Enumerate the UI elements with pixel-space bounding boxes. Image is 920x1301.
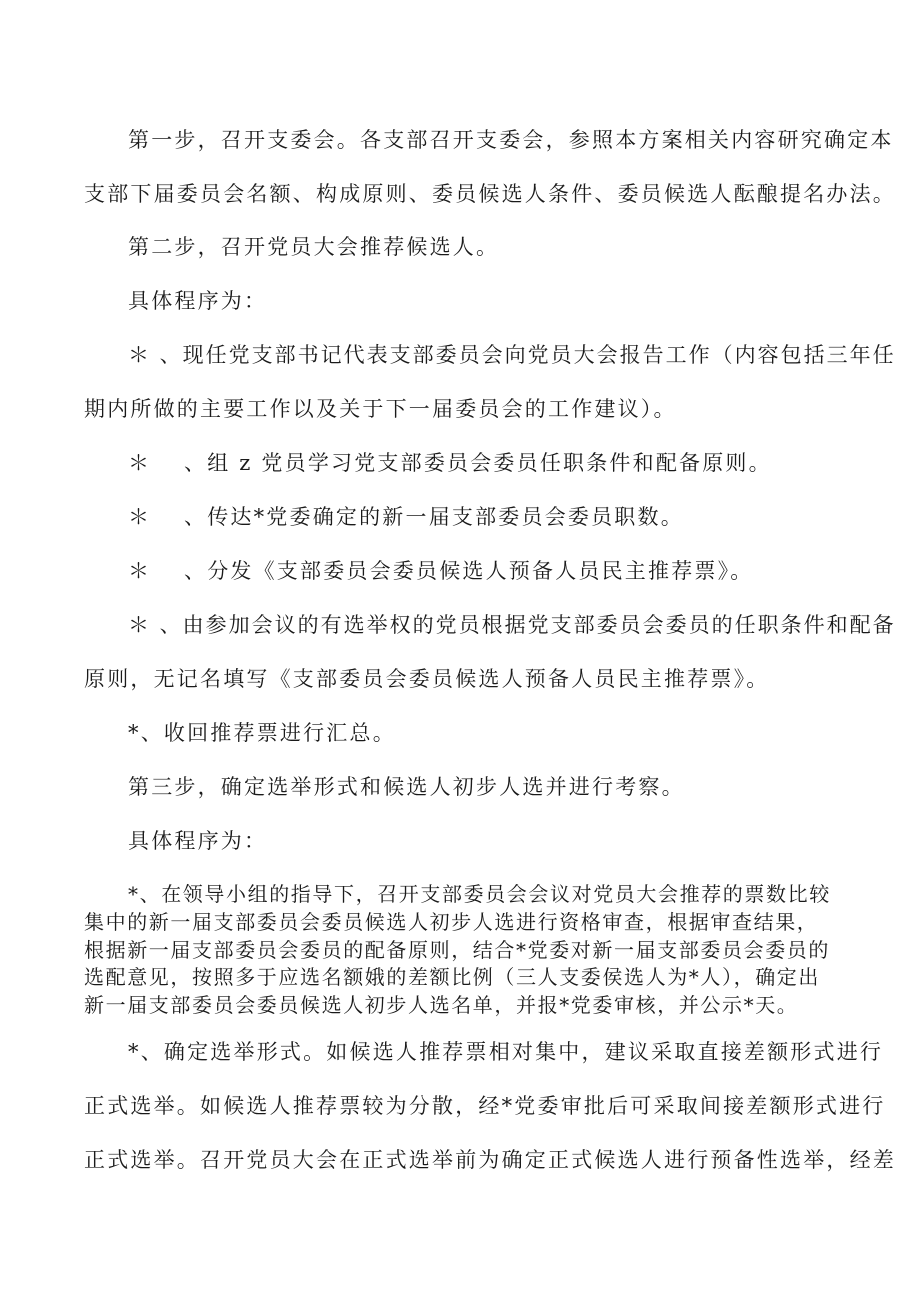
procedure-heading-2: 具体程序为： — [128, 829, 268, 853]
item-review-line1: *、在领导小组的指导下，召开支部委员会会议对党员大会推荐的票数比较 — [128, 882, 831, 906]
item-review-line4: 选配意见，按照多于应选名额娥的差额比例（三人支委侯选人为*人），确定出 — [84, 965, 820, 989]
item-report-line1: ＊ 、现任党支部书记代表支部委员会向党员大会报告工作（内容包括三年任 — [128, 343, 896, 367]
item-collect: *、收回推荐票进行汇总。 — [128, 721, 396, 745]
item-vote-line2: 原则，无记名填写《支部委员会委员候选人预备人员民主推荐票》。 — [84, 667, 770, 691]
item-election-form-line2: 正式选举。如候选人推荐票较为分散，经*党委审批后可采取间接差额形式进行 — [84, 1094, 886, 1118]
item-vote-line1: ＊ 、由参加会议的有选举权的党员根据党支部委员会委员的任职条件和配备 — [128, 613, 896, 637]
item-distribute-marker: ＊ — [128, 559, 152, 583]
item-convey-marker: ＊ — [128, 505, 152, 529]
item-election-form-line3: 正式选举。召开党员大会在正式选举前为确定正式候选人进行预备性选举，经差 — [84, 1148, 896, 1172]
item-review-line5: 新一届支部委员会委员候选人初步人选名单，并报*党委审核，并公示*天。 — [84, 993, 799, 1017]
item-distribute-text: 、分发《支部委员会委员候选人预备人员民主推荐票》。 — [184, 559, 754, 583]
item-election-form-line1: *、确定选举形式。如候选人推荐票相对集中，建议采取直接差额形式进行 — [128, 1040, 884, 1064]
item-review-line3: 根据新一届支部委员会委员的配备原则，结合*党委对新一届支部委员会委员的 — [84, 938, 830, 962]
paragraph-step1-line2: 支部下届委员会名额、构成原则、委员候选人条件、委员候选人酝酿提名办法。 — [84, 182, 896, 206]
item-report-line2: 期内所做的主要工作以及关于下一届委员会的工作建议）。 — [84, 397, 677, 421]
item-review-line2: 集中的新一届支部委员会委员候选人初步人选进行资格审查，根据审查结果， — [84, 910, 819, 934]
paragraph-step2: 第二步，召开党员大会推荐候选人。 — [128, 235, 500, 259]
item-study-marker: ＊ — [128, 451, 152, 475]
procedure-heading-1: 具体程序为： — [128, 289, 268, 313]
paragraph-step1-line1: 第一步，召开支委会。各支部召开支委会，参照本方案相关内容研究确定本 — [128, 128, 894, 152]
item-study-text: 、组 z 党员学习党支部委员会委员任职条件和配备原则。 — [184, 451, 772, 475]
item-convey-text: 、传达*党委确定的新一届支部委员会委员职数。 — [184, 505, 684, 529]
paragraph-step3: 第三步，确定选举形式和候选人初步人选并进行考察。 — [128, 775, 685, 799]
